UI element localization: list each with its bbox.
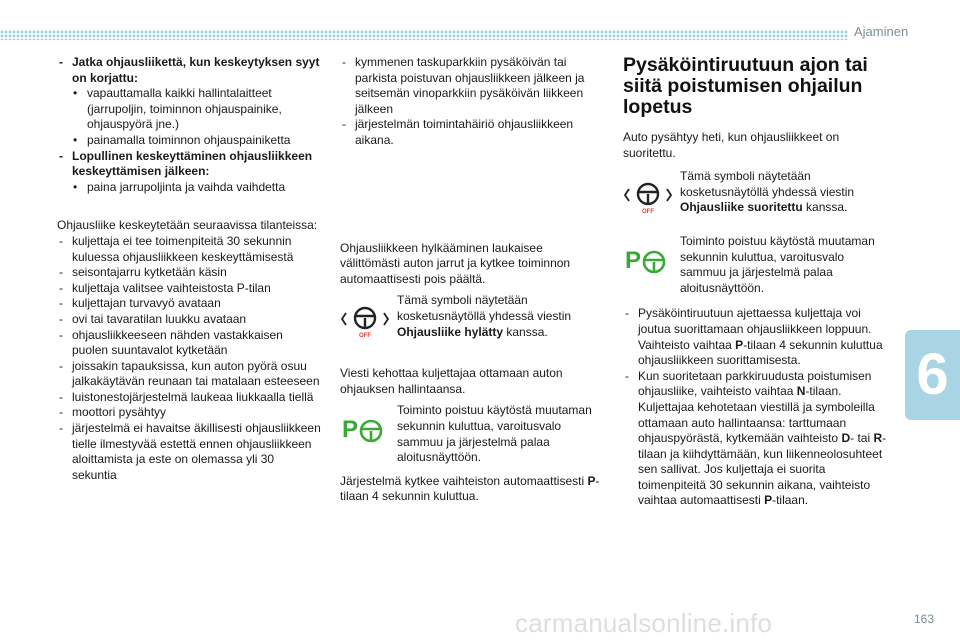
section-title: Ajaminen bbox=[854, 24, 909, 39]
interrupt-item: - joissakin tapauksissa, kun auton pyörä osuu jalkakäytävän reunaan tai matalaan esteeseen bbox=[57, 359, 322, 390]
p-label: P bbox=[342, 416, 359, 444]
reject-symbol-note: OFF Tämä symboli näytetään kosketusnäytöllä yhdessä viestin Ohjausliike hylätty kanssa. bbox=[340, 293, 605, 340]
interrupt-item: - luistonestojärjestelmä laukeaa liukkaalla tiellä bbox=[57, 390, 322, 406]
park-assist-icon bbox=[340, 411, 390, 449]
park-assist-icon bbox=[623, 242, 673, 280]
interrupt-item: - moottori pysähtyy bbox=[57, 405, 322, 421]
auto-park-paragraph: Järjestelmä kytkee vaihteiston automaattisesti P-tilaan 4 sekunnin kuluttua. bbox=[340, 473, 600, 504]
takeover-paragraph: Viesti kehottaa kuljettajaa ottamaan auton ohjauksen hallintaansa. bbox=[340, 366, 563, 396]
p-label: P bbox=[625, 246, 642, 274]
interrupt-item: - järjestelmä ei havaitse äkillisesti ohjausliikkeen tielle ilmestyvää estettä ennen ohjausliikkeen aloittamista ja este on olemassa yli 30 sekuntia bbox=[57, 421, 322, 483]
deactivate-symbol-note: P Toiminto poistuu käytöstä muutaman sekunnin kuluttua, varoitusvalo sammuu ja järjestelmä palaa aloitusnäyttöön. bbox=[342, 403, 592, 465]
interrupt-item: - kuljettajan turvavyö avataan bbox=[57, 296, 322, 312]
final-stop-title: - Lopullinen keskeyttäminen ohjausliikkeen keskeyttämisen jälkeen: bbox=[57, 149, 322, 180]
completion-item: - Kun suoritetaan parkkiruudusta poistumisen ohjausliike, vaihteisto vaihtaa N-tilaan. Kuljettajaa kehotetaan viestillä ja symboleilla ottamaan auto hallintaansa: tarttumaan ohjauspyörästä, kytkemään vaihteisto D- tai R-tilaan ja kiihdyttämään, kun liikenneolosuhteet sen sallivat. Jos kuljettaja ei suorita toimenpiteitä 30 sekunnin aikana, vaihteisto vaihtaa automaattisesti P-tilaan. bbox=[623, 369, 888, 509]
column-1 bbox=[57, 55, 322, 483]
page-number: 163 bbox=[914, 612, 935, 626]
final-stop-bullet: • paina jarrupoljinta ja vaihda vaihdetta bbox=[57, 180, 322, 196]
steering-wheel-off-icon bbox=[340, 301, 390, 339]
resume-title: - Jatka ohjausliikettä, kun keskeytyksen syyt on korjattu: bbox=[57, 55, 322, 86]
resume-bullet-2: • painamalla toiminnon ohjauspainiketta bbox=[57, 133, 322, 149]
off-label: OFF bbox=[642, 209, 654, 216]
steering-wheel-off-icon bbox=[623, 177, 673, 215]
interrupt-item: - seisontajarru kytketään käsin bbox=[57, 265, 322, 281]
deactivate-symbol-note: P Toiminto poistuu käytöstä muutaman sekunnin kuluttua, varoitusvalo sammuu ja järjestelmä palaa aloitusnäyttöön. bbox=[625, 233, 875, 295]
off-label: OFF bbox=[359, 333, 371, 340]
stop-paragraph: Auto pysähtyy heti, kun ohjausliikkeet on suoritettu. bbox=[623, 130, 840, 160]
interrupt-intro: Ohjausliike keskeytetään seuraavissa tilanteissa: bbox=[57, 218, 318, 233]
column-3 bbox=[623, 55, 888, 509]
completed-symbol-note: OFF Tämä symboli näytetään kosketusnäytöllä yhdessä viestin Ohjausliike suoritettu kanssa. bbox=[623, 169, 888, 216]
resume-bullet-1: • vapauttamalla kaikki hallintalaitteet (jarrupoljin, toiminnon ohjauspainike, ohjauspyörä jne.) bbox=[57, 86, 322, 133]
interrupt-item: - ovi tai tavaratilan luukku avataan bbox=[57, 312, 322, 328]
cancel-item: - järjestelmän toimintahäiriö ohjausliikkeen aikana. bbox=[340, 117, 605, 148]
cancel-item: - kymmenen taskuparkkiin pysäköivän tai parkista poistuvan ohjausliikkeen jälkeen ja seitsemän vinoparkkiin pysäköivän liikkeen jälkeen bbox=[340, 55, 605, 117]
section-heading: Pysäköintiruutuun ajon tai siitä poistumisen ohjailun lopetus bbox=[623, 54, 868, 118]
watermark-url: carmanualsonline.info bbox=[515, 608, 773, 638]
reject-paragraph: Ohjausliikkeen hylkääminen laukaisee välittömästi auton jarrut ja kytkee toiminnon automaattisesti pois päältä. bbox=[340, 240, 571, 286]
header-dotted-bar bbox=[0, 30, 848, 40]
chapter-tab: 6 bbox=[905, 330, 960, 420]
column-2 bbox=[340, 55, 605, 505]
interrupt-item: - kuljettaja valitsee vaihteistosta P-tilan bbox=[57, 281, 322, 297]
interrupt-item: - ohjausliikkeeseen nähden vastakkaisen puolen suuntavalot kytketään bbox=[57, 328, 322, 359]
completion-item: - Pysäköintiruutuun ajettaessa kuljettaja voi joutua suorittamaan ohjausliikkeen loppuun. Vaihteisto vaihtaa P-tilaan 4 sekunnin kuluttua ohjausliikkeen suorittamisesta. bbox=[623, 306, 888, 368]
interrupt-item: - kuljettaja ei tee toimenpiteitä 30 sekunnin kuluessa ohjausliikkeen keskeyttämisestä bbox=[57, 234, 322, 265]
